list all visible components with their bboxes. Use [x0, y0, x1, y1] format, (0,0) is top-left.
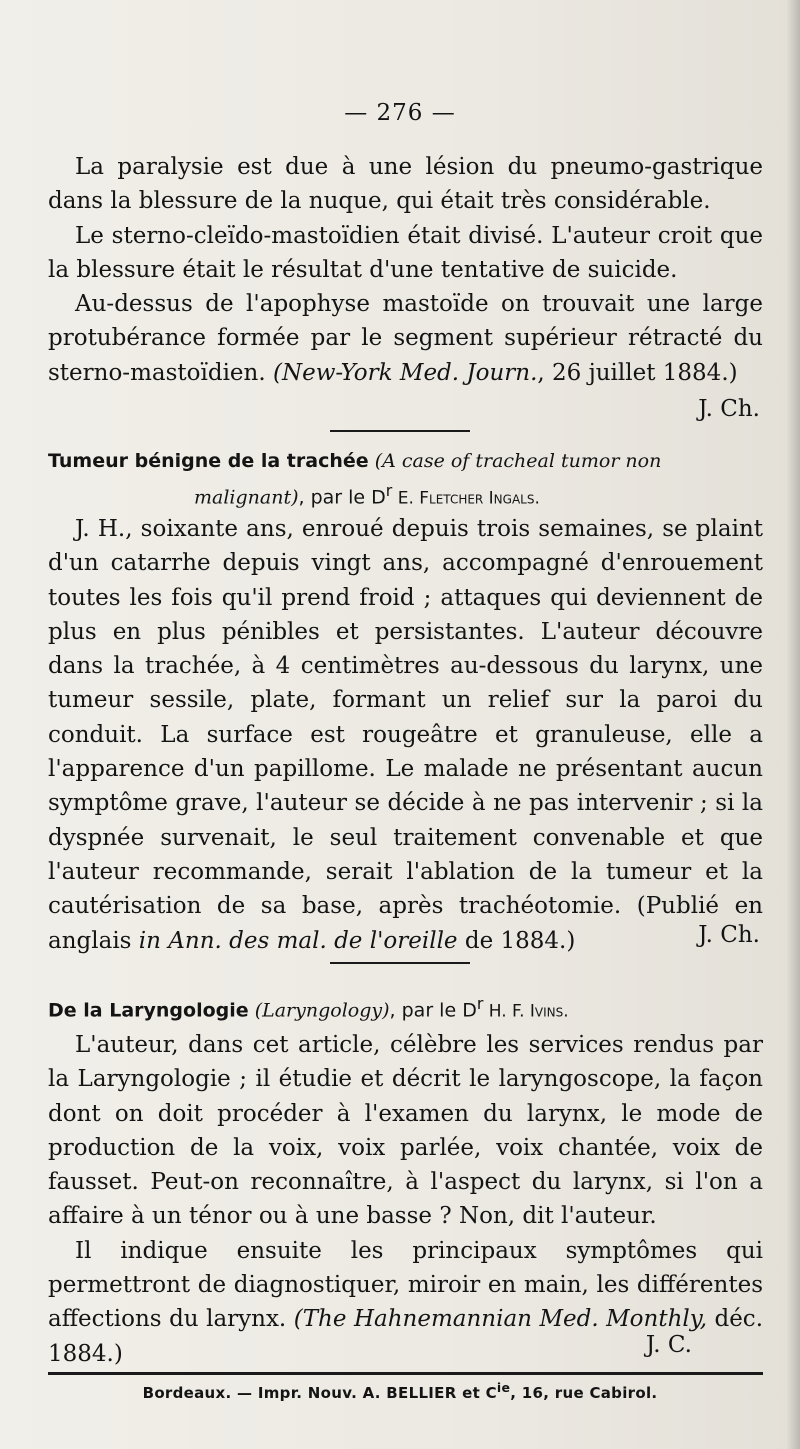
article3-citation-italic: (The Hahnemannian Med. Monthly,	[293, 1306, 707, 1333]
article3-paragraph-1: L'auteur, dans cet article, célèbre les services rendus par la Laryngologie ; il étudie et décrit le laryngoscope, la façon dont on doit procéder à l'examen du larynx, le mode de production de la voix, voix parlée, voix chantée, voix de fausset. Peut-on reconnaître, à l'aspect du larynx, si l'on a affaire à un ténor ou à une basse ? Non, dit l'auteur.	[48, 1032, 763, 1230]
article2-author-name: E. Fletcher Ingals.	[392, 488, 540, 509]
article3-paragraph-2-text: Il indique ensuite les principaux symptômes qui permettront de diagnostiquer, miroir en main, les différentes affections du larynx.	[48, 1237, 763, 1333]
footer-rule	[48, 1372, 763, 1375]
article2-heading-line-1	[48, 446, 763, 476]
article2-subtitle-part2: malignant)	[194, 486, 299, 509]
printer-imprint	[0, 1380, 800, 1402]
article2-title: Tumeur bénigne de la trachée	[48, 450, 369, 472]
article3-citation-end: déc. 1884.)	[48, 1306, 764, 1367]
page-number: — 276 —	[344, 100, 456, 126]
article2-citation-italic: in Ann. des mal. de l'oreille	[138, 927, 458, 954]
page-edge-shadow	[786, 0, 800, 1449]
imprint-text-before: Bordeaux. — Impr. Nouv. A. BELLIER et C	[142, 1384, 497, 1402]
imprint-text-after: , 16, rue Cabirol.	[510, 1384, 658, 1402]
article2-heading	[48, 446, 763, 513]
article1-body	[48, 150, 763, 390]
separator-rule-2	[330, 962, 470, 964]
article2-heading-line-2	[48, 476, 763, 513]
article1-signature: J. Ch.	[698, 396, 760, 422]
article1-citation-date: , 26 juillet 1884.)	[537, 359, 738, 386]
article3-author-name: H. F. Ivins.	[483, 1001, 569, 1022]
article3-body	[48, 1028, 763, 1371]
separator-rule-1	[330, 430, 470, 432]
article3-author-sup: r	[476, 994, 484, 1013]
article3-title: De la Laryngologie	[48, 999, 249, 1022]
imprint-sup: ie	[496, 1380, 511, 1395]
article3-signature: J. C.	[645, 1332, 692, 1358]
article1-paragraph-3-text: Au-dessus de l'apophyse mastoïde on trouvait une large protubérance formée par le segment supérieur rétracté du sterno-mastoïdien.	[48, 291, 763, 386]
article2-author-sup: r	[385, 481, 393, 500]
article1-citation-journal: (New-York Med. Journ.	[272, 359, 538, 386]
article2-signature: J. Ch.	[698, 922, 760, 948]
article2-body-text: J. H., soixante ans, enroué depuis trois semaines, se plaint d'un catarrhe depuis vingt ans, accompagné d'enrouement toutes les fois qu'il prend froid ; attaques qui deviennent de plus en plus pénibles et persistantes. L'auteur découvre dans la trachée, à 4 centimètres au-dessous du larynx, une tumeur sessile, plate, formant un relief sur la paroi du conduit. La surface est rougeâtre et granuleuse, elle a l'apparence d'un papillome. Le malade ne présentant aucun symptôme grave, l'auteur se décide à ne pas intervenir ; si la dyspnée survenait, le seul traitement convenable et que l'auteur recommande, serait l'ablation de la tumeur et la cautérisation de sa base, après trachéotomie. (Publié en anglais	[48, 516, 763, 954]
article2-paragraph	[48, 512, 763, 958]
article3-author-prefix: , par le D	[389, 999, 477, 1022]
article2-author-prefix: , par le D	[298, 486, 386, 509]
article2-body	[48, 512, 763, 958]
article2-citation-end: de 1884.)	[464, 927, 576, 954]
article1-paragraph-1: La paralysie est due à une lésion du pneumo-gastrique dans la blessure de la nuque, qui était très considérable.	[48, 154, 763, 215]
article3-subtitle: (Laryngology)	[254, 999, 390, 1022]
article2-subtitle-part1: (A case of tracheal tumor non	[374, 450, 662, 472]
article1-paragraph-2: Le sterno-cleïdo-mastoïdien était divisé. L'auteur croit que la blessure était le résultat d'une tentative de suicide.	[48, 222, 763, 283]
article1-paragraph-3	[48, 287, 763, 390]
article3-heading	[48, 989, 763, 1026]
